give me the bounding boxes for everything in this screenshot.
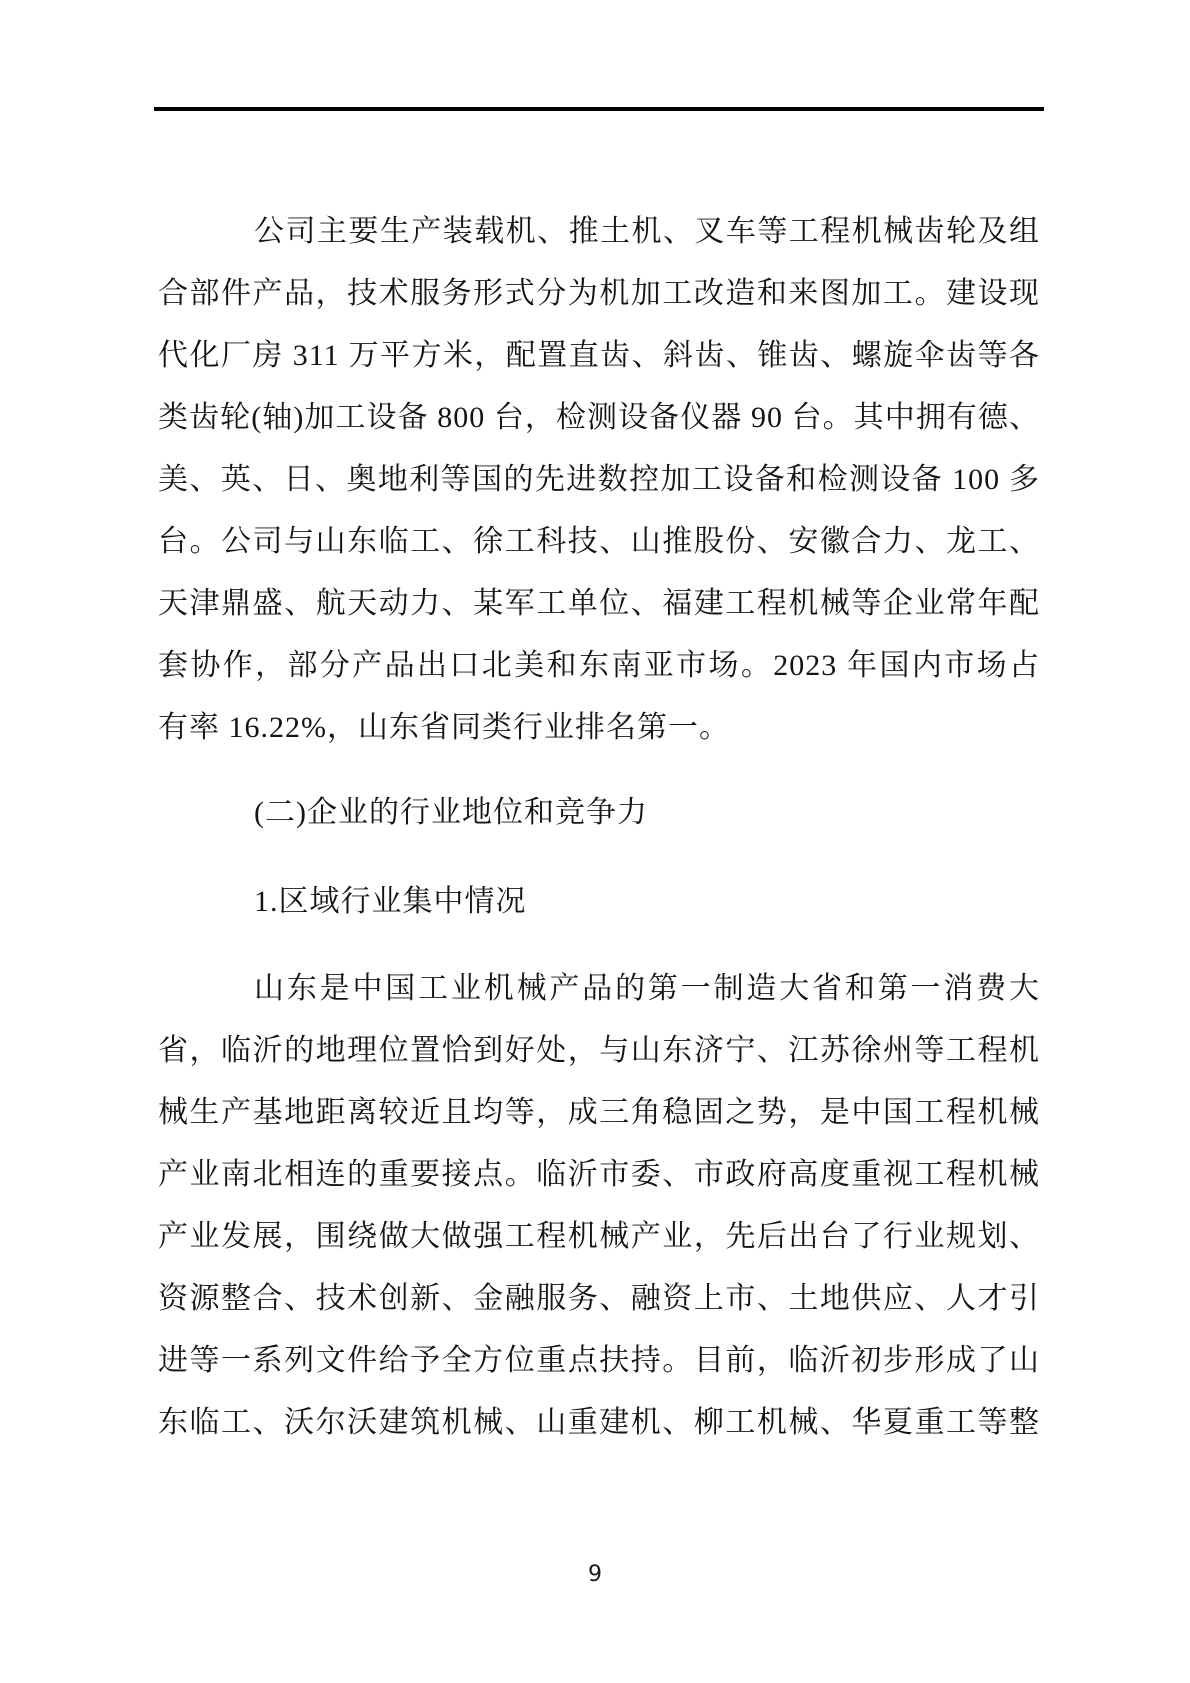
section-subheading-text: 1.区域行业集中情况 xyxy=(254,885,527,918)
paragraph-line: 资源整合、技术创新、金融服务、融资上市、土地供应、人才引 xyxy=(158,1282,1040,1315)
header-rule xyxy=(154,107,1044,111)
paragraph-line: 产业发展，围绕做大做强工程机械产业，先后出台了行业规划、 xyxy=(158,1220,1040,1253)
section-subheading xyxy=(158,871,1040,933)
paragraph-line: 东临工、沃尔沃建筑机械、山重建机、柳工机械、华夏重工等整 xyxy=(158,1406,1040,1439)
page-number: 9 xyxy=(588,1562,602,1587)
paragraph-line: 合部件产品，技术服务形式分为机加工改造和来图加工。建设现 xyxy=(158,277,1040,310)
paragraph-line: 美、英、日、奥地利等国的先进数控加工设备和检测设备 100 多 xyxy=(158,463,1040,496)
paragraph-line: 套协作，部分产品出口北美和东南亚市场。2023 年国内市场占 xyxy=(158,649,1040,682)
paragraph-1 xyxy=(158,201,1040,759)
paragraph-line: 产业南北相连的重要接点。临沂市委、市政府高度重视工程机械 xyxy=(158,1158,1040,1191)
paragraph-line: 台。公司与山东临工、徐工科技、山推股份、安徽合力、龙工、 xyxy=(158,525,1040,558)
paragraph-line: 天津鼎盛、航天动力、某军工单位、福建工程机械等企业常年配 xyxy=(158,587,1040,620)
paragraph-line: 代化厂房 311 万平方米，配置直齿、斜齿、锥齿、螺旋伞齿等各 xyxy=(158,339,1040,372)
paragraph-line: 械生产基地距离较近且均等，成三角稳固之势，是中国工程机械 xyxy=(158,1096,1040,1129)
paragraph-line: 公司主要生产装载机、推土机、叉车等工程机械齿轮及组 xyxy=(254,215,1040,248)
paragraph-line: 有率 16.22%，山东省同类行业排名第一。 xyxy=(158,711,730,744)
paragraph-line: 进等一系列文件给予全方位重点扶持。目前，临沂初步形成了山 xyxy=(158,1344,1040,1377)
section-heading-text: (二)企业的行业地位和竞争力 xyxy=(254,796,648,829)
paragraph-line: 山东是中国工业机械产品的第一制造大省和第一消费大 xyxy=(254,972,1040,1005)
paragraph-2 xyxy=(158,958,1040,1454)
paragraph-line: 类齿轮(轴)加工设备 800 台，检测设备仪器 90 台。其中拥有德、 xyxy=(158,401,1040,434)
section-heading xyxy=(158,782,1040,844)
paragraph-line: 省，临沂的地理位置恰到好处，与山东济宁、江苏徐州等工程机 xyxy=(158,1034,1040,1067)
